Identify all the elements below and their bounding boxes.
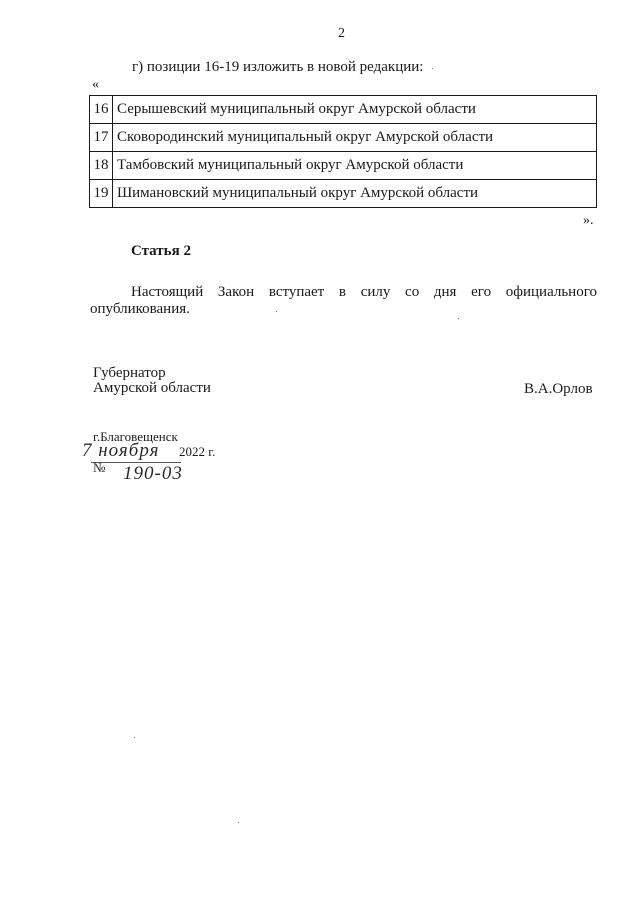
position-name: Сковородинский муниципальный округ Амурской области xyxy=(113,124,597,152)
signatory-name: В.А.Орлов xyxy=(524,381,593,397)
handwritten-number: 190-03 xyxy=(123,463,183,484)
page-number: 2 xyxy=(338,26,345,41)
signatory-title-line: Губернатор xyxy=(93,365,166,381)
signatory-title-line: Амурской области xyxy=(93,380,211,396)
intro-paragraph: г) позиции 16-19 изложить в новой редакции: xyxy=(132,59,424,75)
article-body-line: Настоящий Закон вступает в силу со дня его официального xyxy=(131,284,597,300)
position-number: 17 xyxy=(90,124,113,152)
scan-speck xyxy=(134,737,135,738)
article-heading: Статья 2 xyxy=(131,243,191,259)
city-name: г.Благовещенск xyxy=(93,429,178,444)
closing-quote: ». xyxy=(583,213,594,228)
opening-quote: « xyxy=(92,77,99,92)
position-name: Серышевский муниципальный округ Амурской области xyxy=(113,96,597,124)
position-number: 16 xyxy=(90,96,113,124)
year-text: 2022 г. xyxy=(179,444,216,459)
scan-speck xyxy=(276,311,277,312)
position-number: 19 xyxy=(90,180,113,208)
table-row xyxy=(90,96,597,124)
table-row xyxy=(90,152,597,180)
position-number: 18 xyxy=(90,152,113,180)
handwritten-date: 7 ноября xyxy=(82,440,160,461)
number-label: № xyxy=(93,460,106,475)
article-body-line: опубликования. xyxy=(90,301,190,317)
positions-table xyxy=(89,95,597,208)
scan-speck xyxy=(432,68,433,69)
table-row xyxy=(90,124,597,152)
scan-speck xyxy=(458,318,459,319)
position-name: Шимановский муниципальный округ Амурской области xyxy=(113,180,597,208)
signatory-title xyxy=(93,366,211,396)
table-row xyxy=(90,180,597,208)
scan-speck xyxy=(238,822,239,823)
position-name: Тамбовский муниципальный округ Амурской области xyxy=(113,152,597,180)
